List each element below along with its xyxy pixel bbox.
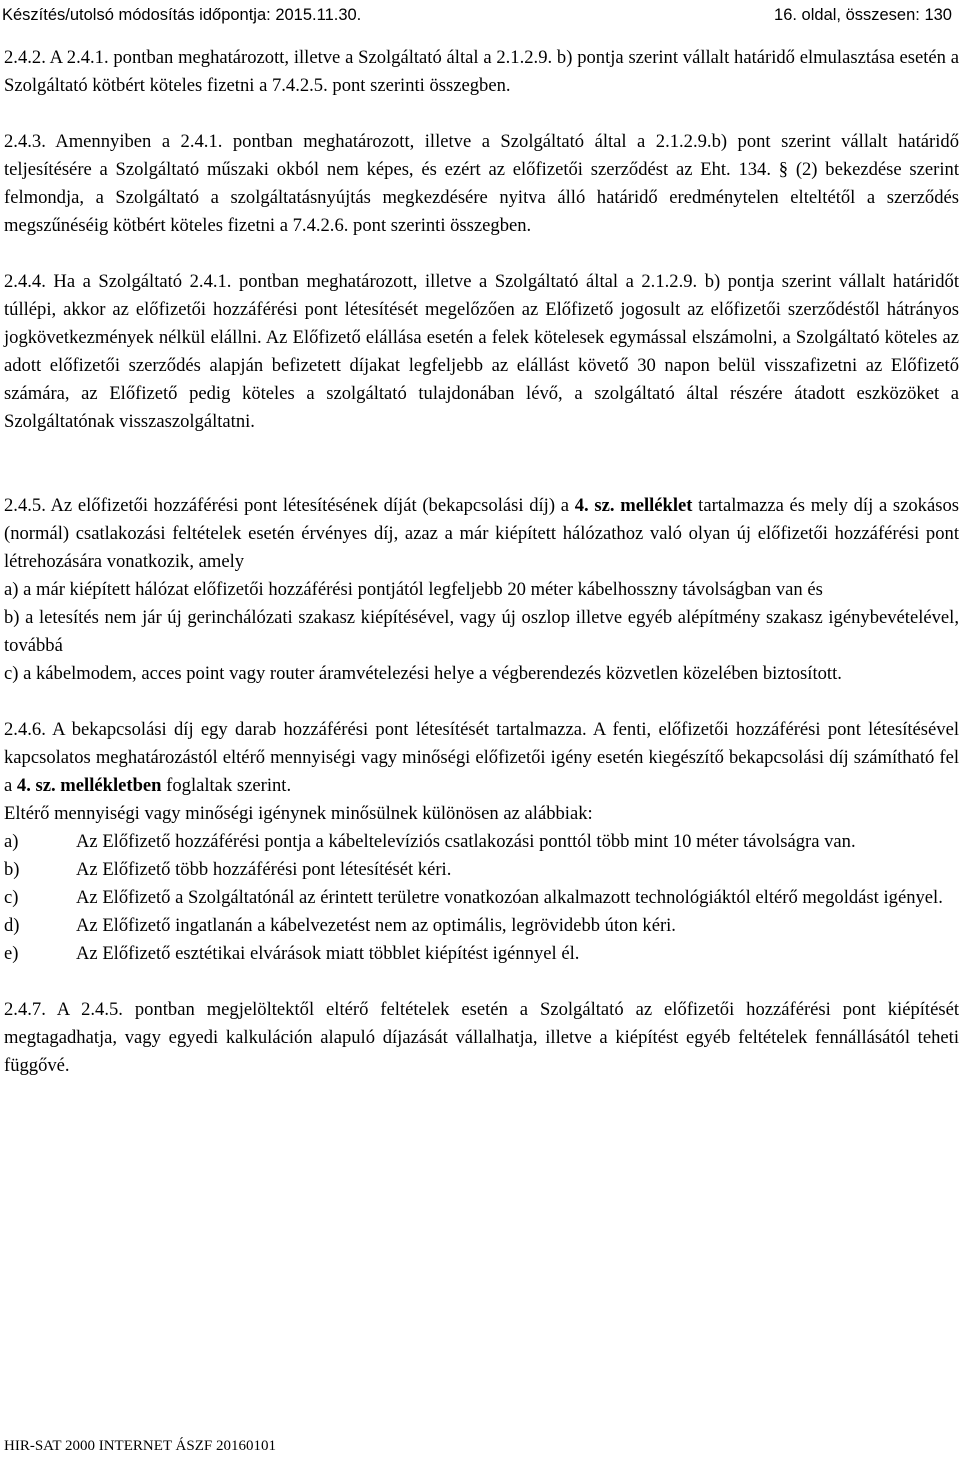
list-item	[4, 856, 959, 884]
condition-a: a) a már kiépített hálózat előfizetői hozzáférési pontjától legfeljebb 20 méter kábelhosszny távolságban van és	[4, 579, 823, 600]
page-header	[2, 6, 952, 30]
annex-number: 4. sz.	[16, 775, 56, 796]
paragraph-2-4-6-lead: 2.4.6. A bekapcsolási díj egy darab hozzáférési pont létesítését tartalmazza. A fenti, előfizetői hozzáférési pont létesítésével kapcsolatos meghatározástól eltérő mennyiségi vagy minőségi előfizetői igény esetén kiegészítő bekapcsolási díj számítható fel a	[4, 719, 959, 796]
list-intro: Eltérő mennyiségi vagy minőségi igénynek minősülnek különösen az alábbiak:	[4, 803, 593, 824]
requirements-list	[4, 828, 959, 968]
list-marker: b)	[4, 859, 20, 880]
list-item-text: Az Előfizető a Szolgáltatónál az érintett területre vonatkozóan alkalmazott technológiáktól eltérő megoldást igényel.	[76, 887, 943, 908]
paragraph-2-4-2: 2.4.2. A 2.4.1. pontban meghatározott, illetve a Szolgáltató által a 2.1.2.9. b) pontja szerint vállalt határidő elmulasztása esetén a Szolgáltató kötbért köteles fizetni a 7.4.2.5. pont szerinti összegben.	[4, 47, 959, 96]
condition-c: c) a kábelmodem, acces point vagy router áramvételezési helye a végberendezés közvetlen közelében biztosított.	[4, 663, 842, 684]
paragraph-2-4-5	[4, 492, 959, 576]
list-item-text: Az Előfizető ingatlanán a kábelvezetést nem az optimális, legrövidebb úton kéri.	[76, 915, 676, 936]
list-item	[4, 912, 959, 940]
list-item-text: Az Előfizető hozzáférési pontja a kábeltelevíziós csatlakozási ponttól több mint 10 méter távolságra van.	[76, 831, 856, 852]
annex-label: melléklet	[620, 495, 693, 516]
paragraph-2-4-5-lead: 2.4.5. Az előfizetői hozzáférési pont létesítésének díját (bekapcsolási díj) a	[4, 495, 575, 516]
paragraph-2-4-4: 2.4.4. Ha a Szolgáltató 2.4.1. pontban meghatározott, illetve a Szolgáltató által a 2.1.2.9. b) pontja szerint vállalt határidőt túllépi, akkor az előfizetői hozzáférési pont létesítését megelőzően az Előfizető jogosult az előfizetői szerződéstől hátrányos jogkövetkezmények nélkül elállni. Az Előfizető elállása esetén a felek kötelesek egymással elszámolni, a Szolgáltató köteles az adott előfizetői szerződés alapján befizetett díjakat legfeljebb az elállást követő 30 napon belül visszafizetni az Előfizető számára, az Előfizető pedig köteles a szolgáltató tulajdonában lévő, a szolgáltató által részére átadott eszközöket a Szolgáltatónak visszaszolgáltatni.	[4, 271, 959, 432]
paragraph-2-4-7: 2.4.7. A 2.4.5. pontban megjelöltektől eltérő feltételek esetén a Szolgáltató az előfizetői hozzáférési pont kiépítését megtagadhatja, vagy egyedi kalkuláción alapuló díjazását vállalhatja, illetve a kiépítést egyéb feltételek fennállásától teheti függővé.	[4, 999, 959, 1076]
document-body	[4, 44, 959, 1080]
list-item	[4, 940, 959, 968]
paragraph-2-4-6-rest: foglaltak szerint.	[161, 775, 292, 796]
list-marker: e)	[4, 943, 19, 964]
page-footer: HIR-SAT 2000 INTERNET ÁSZF 20160101	[4, 1438, 276, 1454]
paragraph-2-4-5-rest: tartalmazza és mely díj a szokásos (normál) csatlakozási feltételek esetén érvényes díj, azaz a már kiépített hálózathoz való olyan új előfizetői hozzáférési pont létrehozására vonatkozik, amely	[4, 495, 959, 572]
list-item	[4, 828, 959, 856]
list-item-text: Az Előfizető esztétikai elvárások miatt többlet kiépítést igénnyel él.	[76, 943, 580, 964]
list-marker: a)	[4, 831, 19, 852]
list-item-text: Az Előfizető több hozzáférési pont létesítését kéri.	[76, 859, 452, 880]
list-item	[4, 884, 959, 912]
list-marker: d)	[4, 915, 20, 936]
header-page-number: 16. oldal, összesen: 130	[774, 6, 952, 24]
condition-b: b) a letesítés nem jár új gerinchálózati szakasz kiépítésével, vagy új oszlop illetve egyéb alépítmény szakasz igénybevételével, továbbá	[4, 607, 959, 656]
list-marker: c)	[4, 887, 19, 908]
annex-number: 4. sz.	[574, 495, 615, 516]
paragraph-2-4-6	[4, 716, 959, 800]
annex-label: mellékletben	[60, 775, 162, 796]
paragraph-2-4-3: 2.4.3. Amennyiben a 2.4.1. pontban meghatározott, illetve a Szolgáltató által a 2.1.2.9.b) pont szerint vállalt határidő teljesítésére a Szolgáltató műszaki okból nem képes, és ezért az előfizetői szerződést az Eht. 134. § (2) bekezdése szerint felmondja, a Szolgáltató a szolgáltatásnyújtás megkezdésére nyitva álló határidő eredménytelen elteltétől a szerződés megszűnéséig kötbért köteles fizetni a 7.4.2.6. pont szerinti összegben.	[4, 131, 959, 236]
header-timestamp: Készítés/utolsó módosítás időpontja: 2015.11.30.	[2, 6, 362, 24]
